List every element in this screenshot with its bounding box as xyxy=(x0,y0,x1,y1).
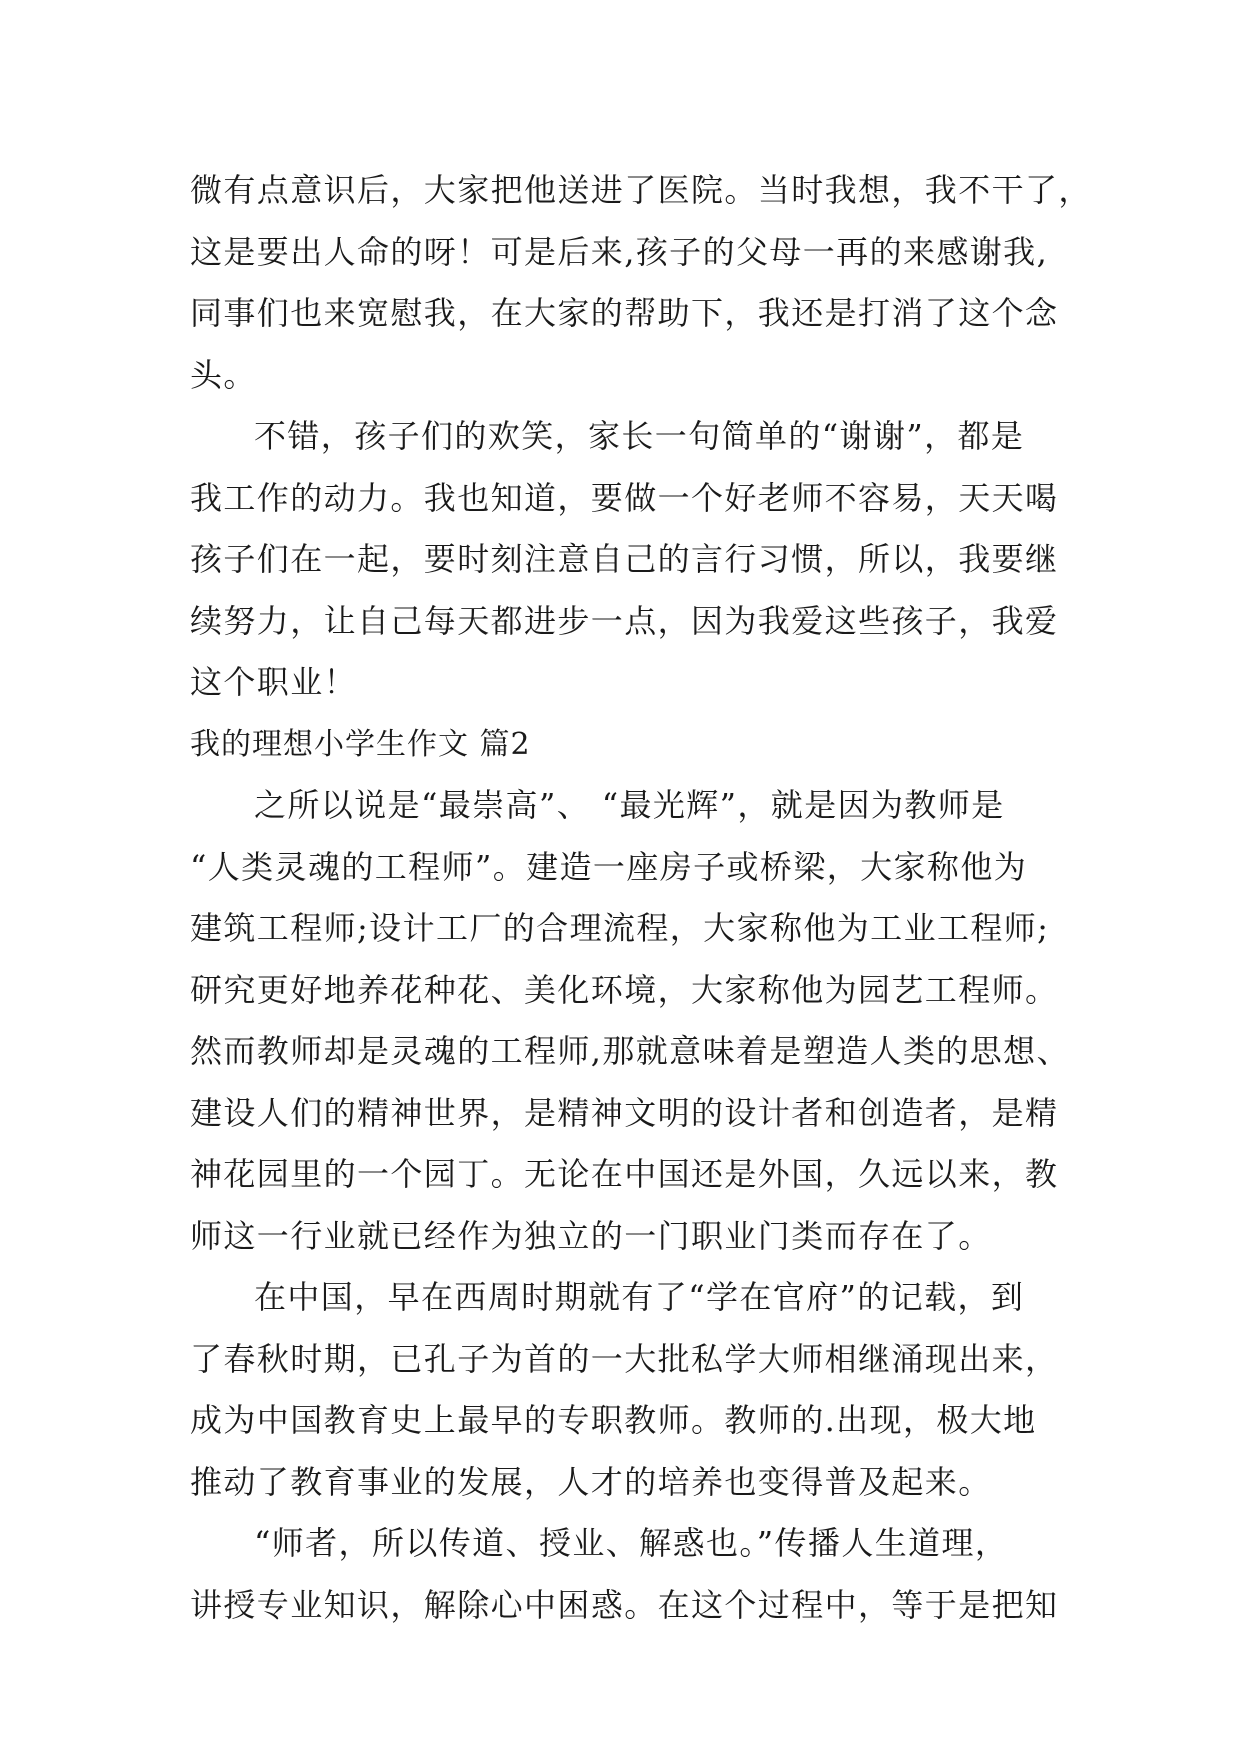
text-line: 然而教师却是灵魂的工程师,那就意味着是塑造人类的思想、 xyxy=(190,1032,1070,1070)
text-line: 不错，孩子们的欢笑，家长一句简单的“谢谢”，都是 xyxy=(254,417,1025,455)
paragraph xyxy=(190,160,1090,406)
text-line: 师这一行业就已经作为独立的一门职业门类而存在了。 xyxy=(190,1216,992,1255)
text-line: 我工作的动力。我也知道，要做一个好老师不容易，天天喝 xyxy=(190,478,1059,517)
document-body xyxy=(190,160,1090,1636)
text-line: 推动了教育事业的发展，人才的培养也变得普及起来。 xyxy=(190,1462,992,1501)
text-line: 了春秋时期，已孔子为首的一大批私学大师相继涌现出来， xyxy=(190,1339,1059,1378)
text-line: 在中国，早在西周时期就有了“学在官府”的记载，到 xyxy=(254,1278,1025,1316)
text-line: 续努力，让自己每天都进步一点，因为我爱这些孩子，我爱 xyxy=(190,601,1059,640)
text-line: 微有点意识后，大家把他送进了医院。当时我想，我不干了， xyxy=(190,171,1092,209)
text-line: 之所以说是“最崇高”、 “最光辉”，就是因为教师是 xyxy=(254,786,1005,824)
text-line: 研究更好地养花种花、美化环境，大家称他为园艺工程师。 xyxy=(190,970,1059,1009)
text-line: 这个职业！ xyxy=(190,663,358,701)
text-line: 成为中国教育史上最早的专职教师。教师的.出现，极大地 xyxy=(190,1401,1037,1439)
text-line: 这是要出人命的呀！可是后来,孩子的父母一再的来感谢我, xyxy=(190,232,1049,271)
paragraph xyxy=(190,1267,1090,1513)
text-line: 建筑工程师;设计工厂的合理流程，大家称他为工业工程师; xyxy=(190,909,1050,947)
paragraph xyxy=(190,406,1090,714)
text-line: “人类灵魂的工程师”。建造一座房子或桥梁，大家称他为 xyxy=(190,847,1028,886)
section-heading: 我的理想小学生作文 篇2 xyxy=(190,726,531,762)
text-line: 同事们也来宽慰我，在大家的帮助下，我还是打消了这个念 xyxy=(190,294,1059,332)
text-line: 建设人们的精神世界，是精神文明的设计者和创造者，是精 xyxy=(190,1093,1059,1132)
text-line: 讲授专业知识，解除心中困惑。在这个过程中，等于是把知 xyxy=(190,1585,1059,1624)
text-line: “师者，所以传道、授业、解惑也。”传播人生道理， xyxy=(254,1524,1009,1562)
text-line: 头。 xyxy=(190,355,257,394)
paragraph xyxy=(190,775,1090,1267)
text-line: 孩子们在一起，要时刻注意自己的言行习惯，所以，我要继 xyxy=(190,540,1059,578)
text-line: 神花园里的一个园丁。无论在中国还是外国，久远以来，教 xyxy=(190,1155,1059,1193)
paragraph xyxy=(190,1513,1090,1636)
